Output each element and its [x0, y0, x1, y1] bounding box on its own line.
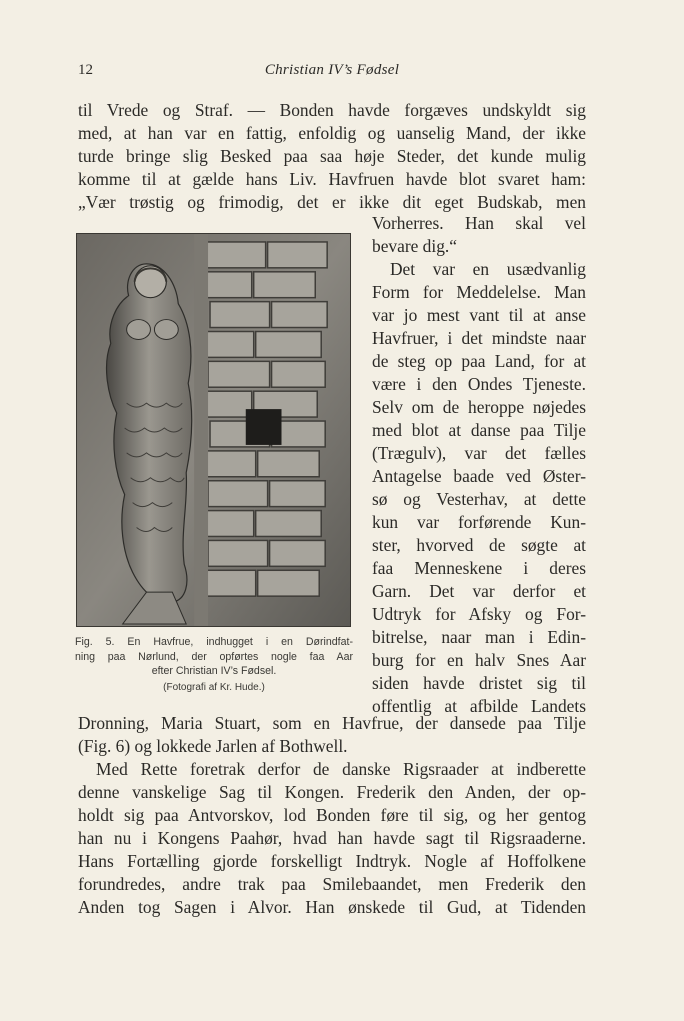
- text-line: forundredes, andre trak paa Smilebaandet, men Frederik den: [78, 874, 586, 894]
- text-line: ster, hvorved de søgte at: [372, 535, 586, 555]
- figure-caption: [75, 635, 353, 695]
- text-line: siden havde dristet sig til: [372, 673, 586, 693]
- text-line: Det var en usædvanlig: [390, 259, 586, 279]
- text-line: sø og Vesterhav, at dette: [372, 489, 586, 509]
- text-line: faa Menneskene i deres: [372, 558, 586, 578]
- text-line: komme til at gælde hans Liv. Havfruen havde blot svaret ham:: [78, 169, 586, 189]
- text-line: burg for en halv Snes Aar: [372, 650, 586, 670]
- caption-line: ning paa Nørlund, der opførtes nogle faa Aar: [75, 650, 353, 663]
- figure-mermaid-photo: [76, 233, 351, 627]
- text-line: til Vrede og Straf. — Bonden havde forgæves undskyldt sig: [78, 100, 586, 120]
- text-line: holdt sig paa Antvorskov, lod Bonden føre til sig, og her gentog: [78, 805, 586, 825]
- text-line: Med Rette foretrak derfor de danske Rigsraader at indberette: [96, 759, 586, 779]
- text-line: denne vanskelige Sag til Kongen. Frederik den Anden, der op-: [78, 782, 586, 802]
- mermaid-relief-image: [76, 233, 351, 627]
- caption-line: Fig. 5. En Havfrue, indhugget i en Dørindfat-: [75, 636, 353, 648]
- text-line: Form for Meddelelse. Man: [372, 282, 586, 302]
- text-line: Hans Fortælling gjorde forskelligt Indtryk. Nogle af Hoffolkene: [78, 851, 586, 871]
- text-line: han nu i Kongens Paahør, hvad han havde sagt til Rigsraaderne.: [78, 828, 586, 848]
- right-column-text: [372, 212, 586, 718]
- text-line: Garn. Det var derfor et: [372, 581, 586, 601]
- running-title: Christian IV’s Fødsel: [264, 62, 400, 78]
- page-number: 12: [78, 62, 93, 78]
- text-line: (Fig. 6) og lokkede Jarlen af Bothwell.: [78, 736, 348, 756]
- text-line: kun var forførende Kun-: [372, 512, 586, 532]
- text-line: med blot at danse paa Tilje: [372, 420, 586, 440]
- text-line: Antagelse baade ved Øster-: [372, 466, 586, 486]
- text-line: bevare dig.“: [372, 236, 457, 256]
- text-line: bitrelse, naar man i Edin-: [372, 627, 586, 647]
- text-line: med, at han var en fattig, enfoldig og uanselig Mand, der ikke: [78, 123, 586, 143]
- text-line: Udtryk for Afsky og For-: [372, 604, 586, 624]
- text-line: Vorherres. Han skal vel: [372, 213, 586, 233]
- page-header: [78, 62, 586, 86]
- caption-line: efter Christian IV’s Fødsel.: [151, 665, 277, 677]
- text-line: Havfruer, i det mindste naar: [372, 328, 586, 348]
- text-line: Selv om de heroppe nøjedes: [372, 397, 586, 417]
- bottom-paragraph: [78, 712, 586, 919]
- text-line: være i den Ondes Tjeneste.: [372, 374, 586, 394]
- text-line: „Vær trøstig og frimodig, det er ikke dit eget Budskab, men: [78, 192, 586, 212]
- text-line: turde bringe slig Besked paa saa høje Steder, det kunde mulig: [78, 146, 586, 166]
- text-line: Dronning, Maria Stuart, som en Havfrue, der dansede paa Tilje: [78, 713, 586, 733]
- text-line: (Trægulv), var det fælles: [372, 443, 586, 463]
- text-line: var jo mest vant til at anse: [372, 305, 586, 325]
- text-line: Anden tog Sagen i Alvor. Han ønskede til Gud, at Tidenden: [78, 897, 586, 917]
- text-line: de steg op paa Land, for at: [372, 351, 586, 371]
- top-paragraph: [78, 99, 586, 214]
- text-line: offentlig at afbilde Landets: [372, 696, 586, 716]
- photo-credit: (Fotografi af Kr. Hude.): [163, 681, 265, 693]
